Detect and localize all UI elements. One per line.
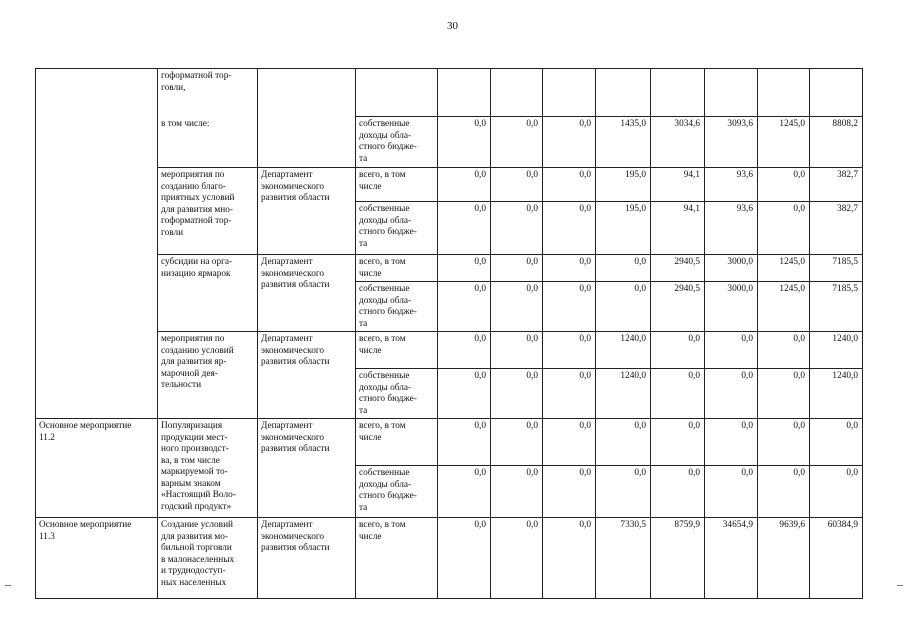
description-cell: гоформатной тор- говли, <box>161 71 232 93</box>
table-hline <box>35 598 863 599</box>
description-cell: субсидии на орга- низацию ярмарок <box>161 257 233 279</box>
table-hline <box>35 418 863 419</box>
value-cell: 0,0 <box>526 204 538 214</box>
value-cell: 1240,0 <box>832 371 858 381</box>
table-vline <box>257 68 258 599</box>
value-cell: 3034,6 <box>674 119 700 129</box>
value-cell: 0,0 <box>474 468 486 478</box>
value-cell: 0,0 <box>579 204 591 214</box>
value-cell: 94,1 <box>683 170 700 180</box>
source-cell: собственные доходы обла- стного бюдже- та <box>359 119 417 164</box>
value-cell: 0,0 <box>474 371 486 381</box>
value-cell: 0,0 <box>474 520 486 530</box>
table-vline <box>355 68 356 599</box>
value-cell: 0,0 <box>634 468 646 478</box>
description-cell: Создание условий для развития мо- бильной торговли в малонаселенных и труднодоступ- ных населенных <box>161 520 235 588</box>
value-cell: 0,0 <box>526 468 538 478</box>
value-cell: 0,0 <box>526 334 538 344</box>
value-cell: 1245,0 <box>779 284 805 294</box>
value-cell: 195,0 <box>625 204 646 214</box>
scan-edge-mark <box>897 585 903 586</box>
source-cell: всего, в том числе <box>359 421 406 443</box>
value-cell: 2940,5 <box>674 257 700 267</box>
measure-cell: Основное мероприятие 11.2 <box>39 421 132 443</box>
source-cell: собственные доходы обла- стного бюдже- та <box>359 204 417 249</box>
value-cell: 8759,9 <box>674 520 700 530</box>
description-cell: мероприятия по созданию благо- приятных условий для развития мно- гоформатной тор- говли <box>161 170 235 238</box>
value-cell: 0,0 <box>634 284 646 294</box>
value-cell: 94,1 <box>683 204 700 214</box>
value-cell: 0,0 <box>688 421 700 431</box>
description-cell: в том числе: <box>161 119 210 129</box>
value-cell: 60384,9 <box>827 520 858 530</box>
value-cell: 8808,2 <box>832 119 858 129</box>
value-cell: 0,0 <box>741 371 753 381</box>
table-hline <box>355 201 863 202</box>
table-vline <box>862 68 863 599</box>
value-cell: 0,0 <box>579 284 591 294</box>
value-cell: 0,0 <box>526 119 538 129</box>
value-cell: 0,0 <box>474 204 486 214</box>
value-cell: 7185,5 <box>832 284 858 294</box>
value-cell: 0,0 <box>579 170 591 180</box>
value-cell: 0,0 <box>579 334 591 344</box>
table-hline <box>355 116 863 117</box>
value-cell: 0,0 <box>634 421 646 431</box>
description-cell: мероприятия по созданию условий для развития яр- марочной дея- тельности <box>161 334 234 390</box>
value-cell: 0,0 <box>579 371 591 381</box>
source-cell: всего, в том числе <box>359 520 406 542</box>
value-cell: 0,0 <box>741 334 753 344</box>
measure-cell: Основное мероприятие 11.3 <box>39 520 132 542</box>
value-cell: 0,0 <box>474 119 486 129</box>
table-vline <box>35 68 36 599</box>
value-cell: 3093,6 <box>727 119 753 129</box>
value-cell: 0,0 <box>474 334 486 344</box>
table-hline <box>355 368 863 369</box>
value-cell: 7185,5 <box>832 257 858 267</box>
value-cell: 0,0 <box>474 170 486 180</box>
value-cell: 0,0 <box>793 204 805 214</box>
value-cell: 0,0 <box>526 520 538 530</box>
value-cell: 0,0 <box>793 468 805 478</box>
value-cell: 0,0 <box>846 468 858 478</box>
value-cell: 0,0 <box>579 257 591 267</box>
value-cell: 0,0 <box>688 334 700 344</box>
scan-edge-mark <box>5 585 11 586</box>
executor-cell: Департамент экономического развития области <box>261 257 330 290</box>
source-cell: всего, в том числе <box>359 170 406 192</box>
table-hline <box>355 281 863 282</box>
value-cell: 0,0 <box>579 119 591 129</box>
value-cell: 3000,0 <box>727 284 753 294</box>
value-cell: 1245,0 <box>779 119 805 129</box>
value-cell: 0,0 <box>474 257 486 267</box>
executor-cell: Департамент экономического развития области <box>261 334 330 367</box>
value-cell: 0,0 <box>526 421 538 431</box>
value-cell: 1240,0 <box>832 334 858 344</box>
table-hline <box>35 68 863 69</box>
value-cell: 0,0 <box>741 421 753 431</box>
table-vline <box>157 68 158 599</box>
value-cell: 382,7 <box>837 204 858 214</box>
value-cell: 0,0 <box>846 421 858 431</box>
executor-cell: Департамент экономического развития области <box>261 421 330 454</box>
table-hline <box>355 465 863 466</box>
value-cell: 0,0 <box>793 170 805 180</box>
source-cell: собственные доходы обла- стного бюдже- та <box>359 284 417 329</box>
value-cell: 34654,9 <box>722 520 753 530</box>
value-cell: 0,0 <box>793 371 805 381</box>
value-cell: 1435,0 <box>620 119 646 129</box>
value-cell: 0,0 <box>579 468 591 478</box>
source-cell: всего, в том числе <box>359 334 406 356</box>
value-cell: 1245,0 <box>779 257 805 267</box>
value-cell: 0,0 <box>793 334 805 344</box>
value-cell: 93,6 <box>736 170 753 180</box>
value-cell: 0,0 <box>474 284 486 294</box>
value-cell: 0,0 <box>579 421 591 431</box>
value-cell: 2940,5 <box>674 284 700 294</box>
value-cell: 7330,5 <box>620 520 646 530</box>
value-cell: 0,0 <box>793 421 805 431</box>
value-cell: 0,0 <box>741 468 753 478</box>
table-hline <box>35 517 863 518</box>
source-cell: собственные доходы обла- стного бюдже- та <box>359 371 417 416</box>
page-number: 30 <box>447 20 458 32</box>
source-cell: всего, в том числе <box>359 257 406 279</box>
value-cell: 0,0 <box>526 371 538 381</box>
executor-cell: Департамент экономического развития области <box>261 170 330 203</box>
value-cell: 93,6 <box>736 204 753 214</box>
value-cell: 0,0 <box>526 257 538 267</box>
source-cell: собственные доходы обла- стного бюдже- та <box>359 468 417 513</box>
value-cell: 0,0 <box>474 421 486 431</box>
value-cell: 1240,0 <box>620 334 646 344</box>
executor-cell: Департамент экономического развития области <box>261 520 330 553</box>
value-cell: 382,7 <box>837 170 858 180</box>
value-cell: 0,0 <box>526 284 538 294</box>
value-cell: 195,0 <box>625 170 646 180</box>
description-cell: Популяризация продукции мест- ного производст- ва, в том числе маркируемой то- варным знаком «Настоящий Воло- годский продукт» <box>161 421 236 512</box>
value-cell: 0,0 <box>688 468 700 478</box>
value-cell: 3000,0 <box>727 257 753 267</box>
value-cell: 1240,0 <box>620 371 646 381</box>
value-cell: 9639,6 <box>779 520 805 530</box>
value-cell: 0,0 <box>634 257 646 267</box>
value-cell: 0,0 <box>526 170 538 180</box>
value-cell: 0,0 <box>688 371 700 381</box>
value-cell: 0,0 <box>579 520 591 530</box>
